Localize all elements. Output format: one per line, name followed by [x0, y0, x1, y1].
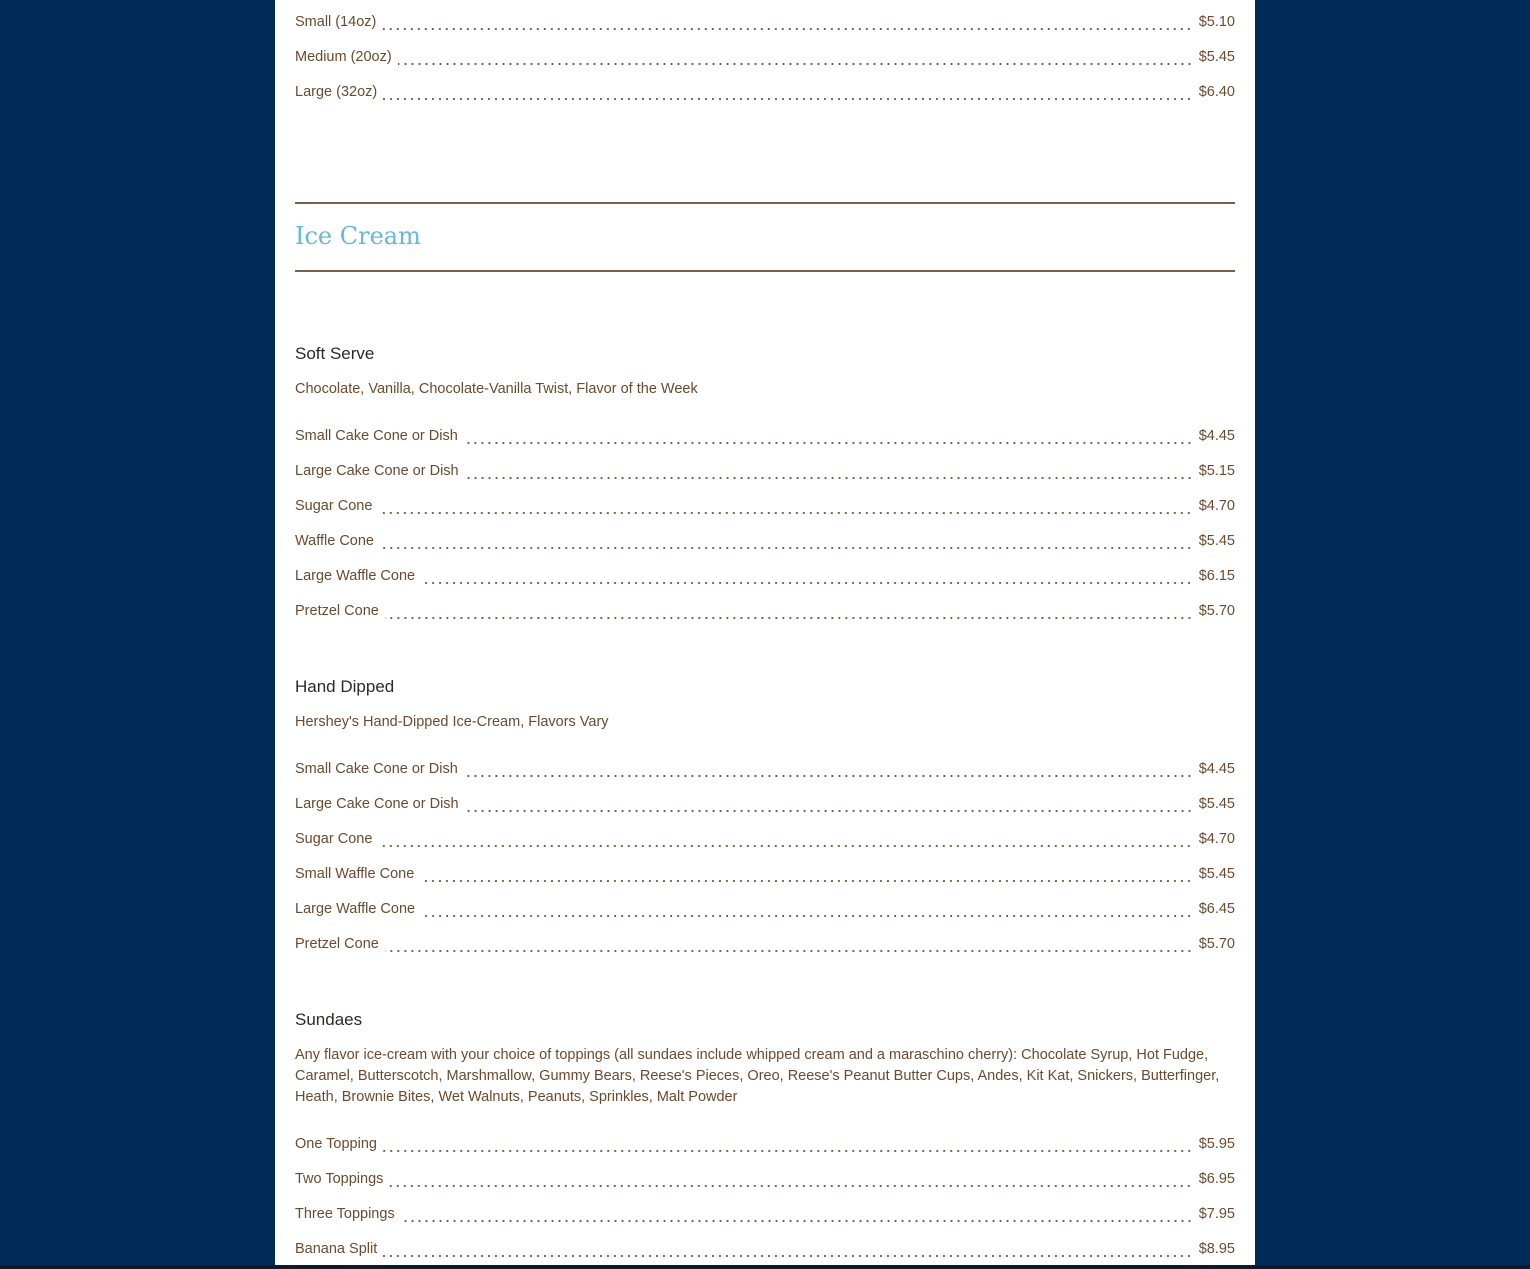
dot-leader	[398, 52, 1193, 66]
menu-item-name: Large (32oz)	[295, 83, 378, 100]
dot-leader	[465, 466, 1193, 480]
category-title-soft-serve: Soft Serve	[295, 344, 375, 363]
menu-item-name: Medium (20oz)	[295, 48, 392, 65]
menu-item-price: $6.95	[1198, 1170, 1235, 1187]
menu-item-row	[295, 418, 1235, 453]
menu-item-row	[295, 593, 1235, 628]
menu-item-price: $5.45	[1198, 865, 1235, 882]
menu-item-row	[295, 453, 1235, 488]
dot-leader	[401, 1209, 1193, 1223]
menu-item-price: $5.70	[1198, 602, 1235, 619]
menu-item-price: $5.10	[1198, 13, 1235, 30]
category-title-hand-dipped: Hand Dipped	[295, 677, 395, 696]
dot-leader	[385, 939, 1193, 953]
menu-item-row	[295, 926, 1235, 961]
menu-item-price: $6.40	[1198, 83, 1235, 100]
menu-item-name: Large Waffle Cone	[295, 900, 416, 917]
menu-item-name: Large Waffle Cone	[295, 567, 416, 584]
menu-item-row	[295, 4, 1235, 39]
dot-leader	[383, 1139, 1193, 1153]
category-description-hand-dipped: Hershey's Hand-Dipped Ice-Cream, Flavors Vary	[295, 714, 609, 730]
dot-leader	[420, 869, 1192, 883]
menu-item-row	[295, 891, 1235, 926]
menu-item-row	[295, 1231, 1235, 1266]
menu-item-row	[295, 558, 1235, 593]
menu-item-name: Sugar Cone	[295, 830, 373, 847]
menu-item-name: Sugar Cone	[295, 497, 373, 514]
menu-item-price: $5.15	[1198, 462, 1235, 479]
section-header-ice-cream	[295, 202, 1235, 272]
menu-item-name: One Topping	[295, 1135, 377, 1152]
dot-leader	[378, 501, 1192, 515]
menu-item-price: $5.45	[1198, 795, 1235, 812]
menu-item-row	[295, 1126, 1235, 1161]
menu-item-price: $5.95	[1198, 1135, 1235, 1152]
dot-leader	[380, 536, 1193, 550]
dot-leader	[421, 904, 1193, 918]
menu-item-row	[295, 74, 1235, 109]
menu-item-row	[295, 1196, 1235, 1231]
dot-leader	[464, 431, 1193, 445]
menu-item-name: Three Toppings	[295, 1205, 395, 1222]
category-description-soft-serve: Chocolate, Vanilla, Chocolate-Vanilla Twist, Flavor of the Week	[295, 381, 698, 397]
menu-item-name: Large Cake Cone or Dish	[295, 462, 459, 479]
menu-item-name: Two Toppings	[295, 1170, 384, 1187]
sundaes-list	[295, 1126, 1235, 1266]
menu-item-row	[295, 786, 1235, 821]
dot-leader	[383, 1244, 1192, 1258]
menu-item-price: $8.95	[1198, 1240, 1235, 1257]
menu-item-row	[295, 1161, 1235, 1196]
menu-item-row	[295, 523, 1235, 558]
menu-item-name: Pretzel Cone	[295, 602, 379, 619]
menu-item-row	[295, 821, 1235, 856]
menu-item-row	[295, 488, 1235, 523]
hand-dipped-list	[295, 751, 1235, 961]
category-description-sundaes: Any flavor ice-cream with your choice of toppings (all sundaes include whipped cream and a maraschino cherry): Chocolate Syrup, Hot Fudge, Caramel, Butterscotch, Marshmallow, Gummy Bears, Reese's Pieces, Oreo, Reese's Peanut Butter Cups, Andes, Kit Kat, Snickers, Butterfinger, Heath, Brownie Bites, Wet Walnuts, Peanuts, Sprinkles, Malt Powder	[295, 1047, 1220, 1105]
menu-item-price: $6.45	[1198, 900, 1235, 917]
menu-item-price: $4.70	[1198, 497, 1235, 514]
menu-item-price: $6.15	[1198, 567, 1235, 584]
dot-leader	[421, 571, 1193, 585]
soft-serve-list	[295, 418, 1235, 628]
menu-item-row	[295, 39, 1235, 74]
menu-item-price: $5.70	[1198, 935, 1235, 952]
menu-item-name: Waffle Cone	[295, 532, 374, 549]
menu-item-name: Large Cake Cone or Dish	[295, 795, 459, 812]
menu-item-price: $4.45	[1198, 760, 1235, 777]
menu-item-name: Small Waffle Cone	[295, 865, 415, 882]
dot-leader	[465, 799, 1193, 813]
menu-item-row	[295, 856, 1235, 891]
menu-item-price: $4.45	[1198, 427, 1235, 444]
menu-item-name: Banana Split	[295, 1240, 378, 1257]
dot-leader	[383, 87, 1192, 101]
menu-item-price: $4.70	[1198, 830, 1235, 847]
dot-leader	[385, 606, 1193, 620]
menu-page	[275, 0, 1255, 1265]
menu-item-price: $5.45	[1198, 48, 1235, 65]
menu-item-name: Small Cake Cone or Dish	[295, 760, 458, 777]
dot-leader	[378, 834, 1192, 848]
category-title-sundaes: Sundaes	[295, 1010, 363, 1029]
section-title: Ice Cream	[295, 222, 421, 250]
menu-item-price: $5.45	[1198, 532, 1235, 549]
menu-item-name: Small Cake Cone or Dish	[295, 427, 458, 444]
menu-item-row	[295, 751, 1235, 786]
dot-leader	[464, 764, 1193, 778]
dot-leader	[382, 17, 1192, 31]
dot-leader	[389, 1174, 1192, 1188]
menu-item-name: Small (14oz)	[295, 13, 377, 30]
bottom-strip	[0, 1265, 1530, 1269]
menu-item-name: Pretzel Cone	[295, 935, 379, 952]
drink-size-list	[295, 4, 1235, 109]
menu-item-price: $7.95	[1198, 1205, 1235, 1222]
